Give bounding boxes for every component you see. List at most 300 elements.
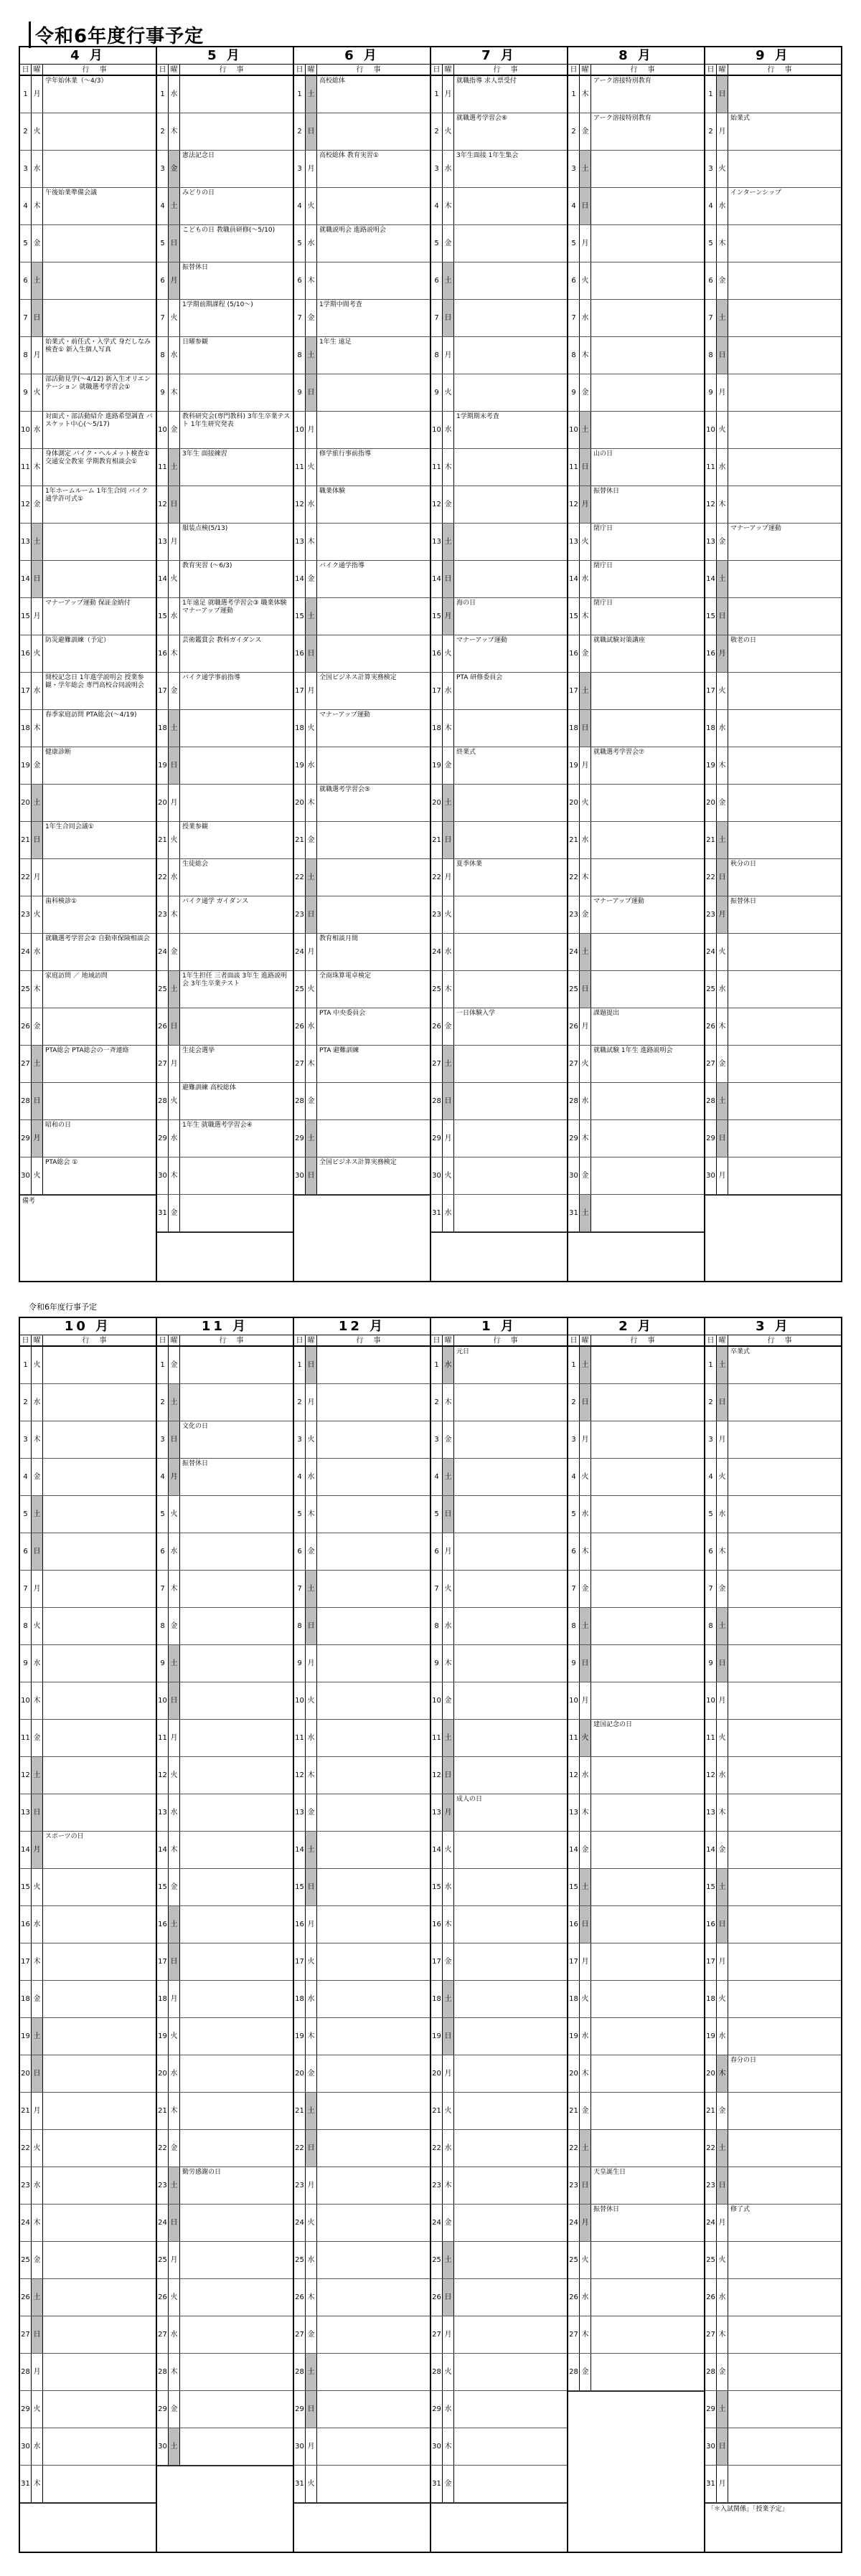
day-number: 7 <box>705 1571 717 1607</box>
day-row <box>431 598 567 635</box>
event-text: 生徒総会 <box>182 861 209 868</box>
weekday: 金 <box>580 1157 591 1194</box>
day-row <box>294 2316 430 2354</box>
day-number: 23 <box>157 896 169 933</box>
day-number: 23 <box>705 896 717 933</box>
month-column <box>20 1318 157 2552</box>
event-text <box>728 747 841 784</box>
event-text: 全商珠算電卓検定 <box>319 972 372 980</box>
day-number: 9 <box>20 1645 32 1682</box>
day-number: 28 <box>157 1083 169 1119</box>
weekday: 木 <box>32 710 43 747</box>
day-number: 13 <box>294 1794 306 1831</box>
day-row <box>568 151 704 188</box>
weekday: 水 <box>32 151 43 187</box>
weekday: 土 <box>169 2428 180 2465</box>
day-row <box>568 449 704 486</box>
weekday: 木 <box>32 2205 43 2241</box>
day-row <box>568 1384 704 1421</box>
event-header: 行事 <box>82 66 117 74</box>
day-row <box>294 449 430 486</box>
day-row <box>294 1720 430 1757</box>
day-number: 10 <box>705 1682 717 1719</box>
weekday: 木 <box>580 2316 591 2353</box>
day-row <box>20 1421 156 1459</box>
day-row <box>568 1195 704 1232</box>
day-row <box>20 113 156 151</box>
weekday: 日 <box>32 1533 43 1570</box>
notes-cell: 「＊入試関係」「授業予定」 <box>705 2503 841 2552</box>
weekday: 土 <box>32 2279 43 2316</box>
day-number: 31 <box>20 2466 32 2502</box>
day-row <box>431 1533 567 1571</box>
event-text <box>591 225 704 262</box>
event-text <box>317 1120 430 1157</box>
day-number: 13 <box>568 1794 580 1831</box>
weekday: 木 <box>717 2055 728 2092</box>
event-text <box>454 710 567 747</box>
event-text <box>180 1757 293 1794</box>
event-text: 閉庁日 <box>593 600 613 607</box>
day-number: 15 <box>157 598 169 635</box>
event-text: マナーアップ運動 保証金納付 <box>45 600 131 607</box>
event-text <box>591 859 704 896</box>
day-number: 27 <box>20 2316 32 2353</box>
day-row <box>568 1533 704 1571</box>
event-header: 行事 <box>219 66 254 74</box>
day-number: 17 <box>294 1943 306 1980</box>
weekday: 月 <box>717 1157 728 1194</box>
day-number: 23 <box>568 2167 580 2204</box>
weekday: 日 <box>717 859 728 896</box>
event-text <box>43 1645 156 1682</box>
day-row <box>705 2242 841 2279</box>
day-row <box>705 76 841 113</box>
event-text <box>454 1906 567 1943</box>
weekday: 金 <box>169 2130 180 2167</box>
day-number: 25 <box>157 971 169 1008</box>
weekday-header: 曜 <box>443 1335 454 1345</box>
event-text: PTA 避難訓練 <box>319 1047 359 1054</box>
day-row <box>431 1832 567 1869</box>
event-text <box>180 1645 293 1682</box>
weekday: 月 <box>717 1682 728 1719</box>
event-text <box>454 896 567 933</box>
day-number: 11 <box>705 1720 717 1756</box>
day-row <box>705 598 841 635</box>
event-text <box>591 1083 704 1119</box>
event-text: 1年生 就職選考学習会④ <box>182 1122 253 1129</box>
day-number: 13 <box>568 524 580 560</box>
day-number: 29 <box>705 2391 717 2428</box>
weekday: 日 <box>717 1120 728 1157</box>
day-row <box>294 300 430 337</box>
day-number: 7 <box>157 300 169 336</box>
day-row <box>568 1943 704 1981</box>
day-number: 22 <box>294 859 306 896</box>
weekday: 木 <box>580 337 591 374</box>
day-row <box>157 1496 293 1533</box>
event-text <box>43 1943 156 1980</box>
weekday: 火 <box>443 1571 454 1607</box>
event-text <box>454 971 567 1008</box>
day-row <box>568 1459 704 1496</box>
day-number: 28 <box>20 1083 32 1119</box>
weekday: 月 <box>32 598 43 635</box>
day-number: 4 <box>568 1459 580 1495</box>
event-text: 健康診断 <box>45 749 72 756</box>
event-text <box>180 1347 293 1383</box>
weekday: 日 <box>443 2279 454 2316</box>
day-number: 30 <box>705 1157 717 1194</box>
day-number: 1 <box>294 1347 306 1383</box>
column-header <box>431 65 567 76</box>
day-number: 10 <box>20 1682 32 1719</box>
weekday: 木 <box>306 1046 317 1082</box>
weekday: 土 <box>306 337 317 374</box>
column-header <box>20 1335 156 1347</box>
day-number: 12 <box>705 486 717 523</box>
day-number: 18 <box>705 1981 717 2017</box>
day-number: 18 <box>568 1981 580 2017</box>
day-number: 14 <box>568 1832 580 1868</box>
day-number: 23 <box>431 2167 443 2204</box>
day-row <box>20 1120 156 1157</box>
day-row <box>20 1906 156 1943</box>
weekday: 木 <box>717 747 728 784</box>
weekday: 月 <box>443 2316 454 2353</box>
day-number: 17 <box>294 673 306 709</box>
day-number: 26 <box>705 1008 717 1045</box>
event-text: 対面式・部活動紹介 進路希望調査 バスケット中心(～5/17) <box>45 413 153 428</box>
day-number: 8 <box>20 337 32 374</box>
day-row <box>431 2018 567 2055</box>
day-number: 24 <box>705 934 717 970</box>
day-row <box>705 151 841 188</box>
day-row <box>294 2055 430 2093</box>
day-row <box>294 1421 430 1459</box>
day-row <box>705 1459 841 1496</box>
day-number: 8 <box>568 337 580 374</box>
event-text <box>43 1682 156 1719</box>
event-text <box>180 1832 293 1868</box>
event-text <box>591 1496 704 1533</box>
day-number: 23 <box>705 2167 717 2204</box>
day-number: 15 <box>431 1869 443 1905</box>
event-text <box>317 1832 430 1868</box>
event-text <box>317 859 430 896</box>
weekday: 月 <box>443 337 454 374</box>
event-text <box>454 1533 567 1570</box>
day-row <box>705 1757 841 1794</box>
weekday: 月 <box>169 262 180 299</box>
weekday: 金 <box>32 1459 43 1495</box>
day-row <box>568 1120 704 1157</box>
day-row <box>431 1195 567 1232</box>
event-text <box>180 1720 293 1756</box>
event-header: 行事 <box>493 66 528 74</box>
day-number: 13 <box>20 524 32 560</box>
day-number: 6 <box>568 262 580 299</box>
weekday: 火 <box>169 2279 180 2316</box>
weekday: 土 <box>717 2130 728 2167</box>
event-header: 行事 <box>356 1337 391 1345</box>
day-number: 21 <box>294 2093 306 2129</box>
day-row <box>157 1459 293 1496</box>
day-number: 24 <box>20 934 32 970</box>
day-number: 13 <box>431 524 443 560</box>
day-number: 19 <box>294 747 306 784</box>
weekday: 木 <box>443 971 454 1008</box>
weekday: 月 <box>306 2167 317 2204</box>
notes-cell <box>294 2503 430 2552</box>
weekday: 金 <box>32 225 43 262</box>
weekday: 水 <box>443 1608 454 1644</box>
event-text <box>591 2093 704 2129</box>
day-number: 2 <box>294 113 306 150</box>
weekday: 火 <box>32 896 43 933</box>
event-header: 行事 <box>82 1337 117 1345</box>
weekday: 木 <box>306 785 317 821</box>
weekday: 日 <box>717 1906 728 1943</box>
event-text: 閉庁日 <box>593 525 613 532</box>
event-text <box>43 1496 156 1533</box>
weekday: 金 <box>169 1347 180 1383</box>
weekday: 木 <box>717 225 728 262</box>
event-text <box>728 1943 841 1980</box>
day-number: 6 <box>705 1533 717 1570</box>
day-number: 16 <box>431 1906 443 1943</box>
day-number: 22 <box>568 2130 580 2167</box>
event-text <box>180 1384 293 1421</box>
weekday: 木 <box>32 1421 43 1458</box>
weekday: 木 <box>306 2018 317 2055</box>
day-number: 3 <box>20 151 32 187</box>
day-row <box>705 2093 841 2130</box>
day-number: 26 <box>157 2279 169 2316</box>
day-header: 日 <box>705 1335 717 1345</box>
weekday: 月 <box>580 1943 591 1980</box>
weekday: 土 <box>717 1347 728 1383</box>
event-text <box>454 1757 567 1794</box>
event-text: アーク溶接特別教育 <box>593 115 651 122</box>
event-text: 卒業式 <box>730 1348 751 1355</box>
weekday: 日 <box>306 1869 317 1905</box>
day-number: 12 <box>157 486 169 523</box>
day-number: 17 <box>568 673 580 709</box>
day-row <box>705 524 841 561</box>
weekday: 月 <box>717 1421 728 1458</box>
weekday: 火 <box>443 1832 454 1868</box>
day-row <box>20 1943 156 1981</box>
event-text <box>728 1757 841 1794</box>
weekday: 土 <box>169 449 180 486</box>
weekday: 土 <box>443 2242 454 2278</box>
weekday: 木 <box>32 188 43 224</box>
day-row <box>20 1608 156 1645</box>
weekday: 火 <box>32 374 43 411</box>
day-row <box>705 822 841 859</box>
weekday: 日 <box>32 822 43 858</box>
day-row <box>431 859 567 896</box>
event-text <box>180 710 293 747</box>
day-row <box>20 1046 156 1083</box>
weekday: 木 <box>580 1120 591 1157</box>
weekday: 金 <box>306 2055 317 2092</box>
day-row <box>157 374 293 412</box>
day-number: 11 <box>705 449 717 486</box>
day-number: 29 <box>431 2391 443 2428</box>
day-row <box>431 1720 567 1757</box>
day-number: 18 <box>431 1981 443 2017</box>
event-text: 1年生担任 三者面談 3年生 進路説明会 3年生卒業テスト <box>182 972 288 988</box>
event-text <box>728 2391 841 2428</box>
day-number: 16 <box>705 1906 717 1943</box>
day-number: 22 <box>20 2130 32 2167</box>
event-text <box>591 2130 704 2167</box>
day-number: 15 <box>294 1869 306 1905</box>
event-text <box>591 1794 704 1831</box>
event-text <box>591 1571 704 1607</box>
day-row <box>568 1832 704 1869</box>
weekday: 月 <box>306 2428 317 2465</box>
weekday: 水 <box>32 412 43 448</box>
event-text: 1年生合同会議① <box>45 823 94 830</box>
day-row <box>431 524 567 561</box>
day-row <box>705 113 841 151</box>
day-number: 3 <box>568 151 580 187</box>
event-text <box>180 374 293 411</box>
day-number: 10 <box>431 1682 443 1719</box>
event-text <box>43 561 156 597</box>
weekday: 木 <box>169 2354 180 2390</box>
day-row <box>157 1794 293 1832</box>
weekday: 金 <box>717 2093 728 2129</box>
day-row <box>294 2466 430 2503</box>
day-number: 21 <box>568 2093 580 2129</box>
day-row <box>157 934 293 971</box>
event-text <box>728 710 841 747</box>
day-number: 8 <box>294 337 306 374</box>
day-number: 5 <box>568 1496 580 1533</box>
notes-cell <box>568 2391 704 2552</box>
day-number: 20 <box>431 2055 443 2092</box>
day-row <box>157 337 293 374</box>
day-number: 4 <box>157 188 169 224</box>
page-subtitle: 令和6年度行事予定 <box>29 1302 97 1312</box>
event-text <box>728 1682 841 1719</box>
day-number: 14 <box>20 1832 32 1868</box>
day-number: 9 <box>431 1645 443 1682</box>
event-text <box>43 1384 156 1421</box>
event-text <box>728 1459 841 1495</box>
day-row <box>705 747 841 785</box>
day-row <box>294 1794 430 1832</box>
day-number: 9 <box>568 1645 580 1682</box>
day-row <box>157 2354 293 2391</box>
day-number: 2 <box>568 113 580 150</box>
event-text: 勤労感謝の日 <box>182 2169 222 2176</box>
day-row <box>294 151 430 188</box>
day-row <box>294 2205 430 2242</box>
weekday: 火 <box>717 1459 728 1495</box>
weekday: 土 <box>443 1046 454 1082</box>
day-number: 19 <box>705 747 717 784</box>
day-number: 20 <box>294 785 306 821</box>
event-text <box>728 1046 841 1082</box>
day-number: 1 <box>705 1347 717 1383</box>
event-text <box>43 225 156 262</box>
event-text <box>317 412 430 448</box>
day-row <box>431 561 567 598</box>
day-header: 日 <box>294 65 306 75</box>
event-text <box>728 673 841 709</box>
event-text <box>317 1981 430 2017</box>
weekday: 土 <box>717 300 728 336</box>
day-header: 日 <box>705 65 717 75</box>
day-number: 27 <box>431 1046 443 1082</box>
day-number: 17 <box>568 1943 580 1980</box>
weekday: 土 <box>169 188 180 224</box>
day-number: 29 <box>294 2391 306 2428</box>
event-text <box>454 2167 567 2204</box>
day-row <box>20 2130 156 2167</box>
day-number: 28 <box>294 1083 306 1119</box>
day-row <box>705 1832 841 1869</box>
day-number: 27 <box>568 2316 580 2353</box>
day-number: 10 <box>705 412 717 448</box>
day-row <box>431 1981 567 2018</box>
weekday: 日 <box>443 561 454 597</box>
event-text <box>728 561 841 597</box>
weekday: 木 <box>169 1571 180 1607</box>
weekday: 水 <box>443 151 454 187</box>
weekday: 月 <box>306 673 317 709</box>
day-number: 2 <box>20 1384 32 1421</box>
weekday: 木 <box>580 2055 591 2092</box>
event-text <box>591 1384 704 1421</box>
weekday: 火 <box>717 673 728 709</box>
event-text <box>43 1757 156 1794</box>
day-number: 17 <box>705 1943 717 1980</box>
day-row <box>294 2167 430 2205</box>
day-number: 7 <box>294 1571 306 1607</box>
day-row <box>157 2205 293 2242</box>
day-row <box>20 2167 156 2205</box>
month-name: 12 月 <box>294 1318 430 1335</box>
day-row <box>431 1459 567 1496</box>
day-row <box>157 1384 293 1421</box>
day-number: 9 <box>157 374 169 411</box>
day-row <box>431 1571 567 1608</box>
weekday: 土 <box>580 412 591 448</box>
day-number: 11 <box>157 449 169 486</box>
weekday: 土 <box>306 76 317 113</box>
day-row <box>294 113 430 151</box>
month-name: 7 月 <box>431 47 567 65</box>
event-text <box>43 2130 156 2167</box>
event-text <box>728 822 841 858</box>
weekday: 土 <box>717 1869 728 1905</box>
weekday: 木 <box>443 710 454 747</box>
weekday: 木 <box>169 113 180 150</box>
event-text <box>728 1083 841 1119</box>
event-text <box>728 1384 841 1421</box>
day-row <box>294 673 430 710</box>
day-row <box>431 151 567 188</box>
event-text <box>317 2093 430 2129</box>
day-number: 12 <box>568 486 580 523</box>
